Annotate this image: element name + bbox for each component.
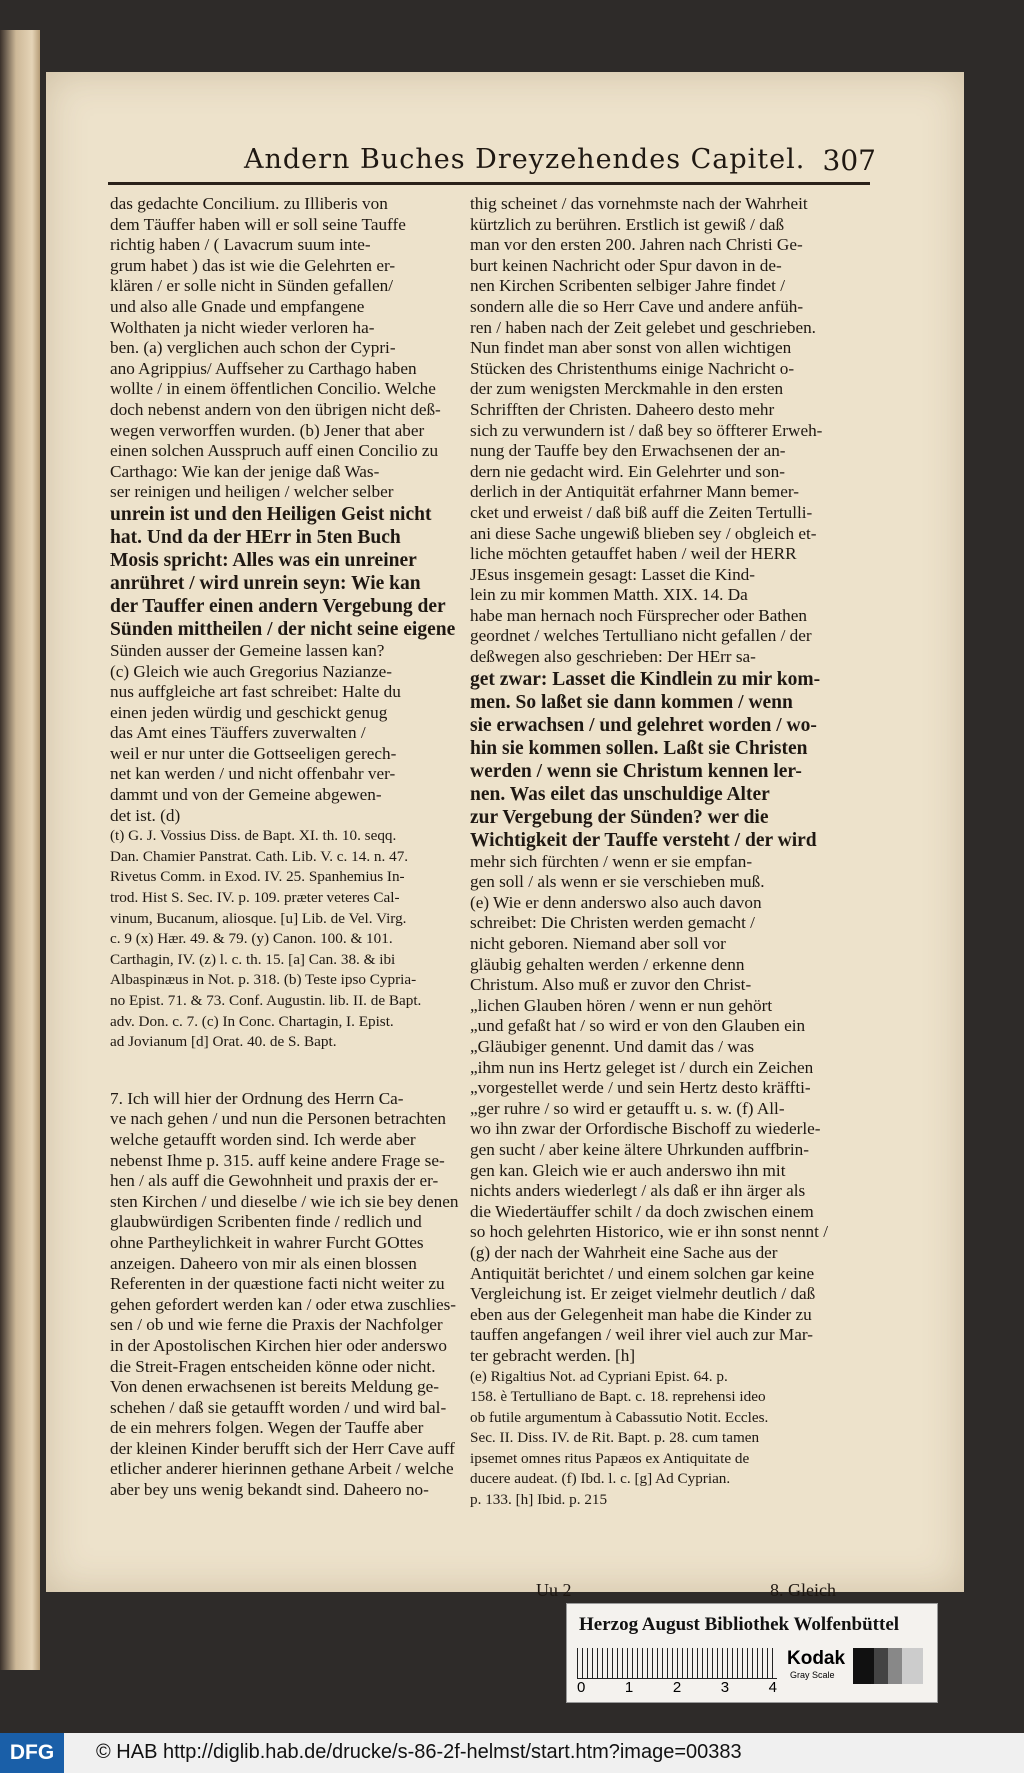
text-line: Sünden ausser der Gemeine lassen kan? [110, 640, 385, 660]
text-line: hat. Und da der HErr in 5ten Buch [110, 526, 401, 548]
footnote-line: p. 133. [h] Ibid. p. 215 [470, 1491, 608, 1509]
text-line: der Tauffer einen andern Vergebung der [110, 595, 446, 617]
text-line: Schrifften der Christen. Daheero desto mehr [470, 399, 775, 419]
footnote-line: Albaspinæus in Not. p. 318. (b) Teste ipso Cypria- [110, 971, 417, 989]
ruler-scale [577, 1648, 777, 1679]
footnote-line: no Epist. 71. & 73. Conf. Augustin. lib. II. de Bapt. [110, 992, 422, 1009]
footnote-line: (e) Rigaltius Not. ad Cypriani Epist. 64. p. [470, 1367, 728, 1385]
running-head [46, 144, 964, 184]
book-page [46, 72, 964, 1600]
text-line: (e) Wie er denn anderswo also auch davon [470, 892, 762, 912]
text-line: thig scheinet / das vornehmste nach der Wahrheit [470, 194, 808, 213]
text-line: nen Kirchen Scribenten selbiger Jahre findet / [470, 276, 785, 296]
catchword: 8. Gleich [770, 1580, 836, 1600]
text-line: Christum. Also muß er zuvor den Christ- [470, 975, 752, 995]
text-line: das Amt eines Täuffers zuverwalten / [110, 723, 366, 743]
footnote-line: vinum, Bucanum, aliosque. [u] Lib. de Vel. Virg. [110, 909, 407, 927]
ruler-number: 0 [577, 1679, 586, 1696]
text-line: „ vorgestellet werde / und sein Hertz desto kräffti- [470, 1078, 870, 1099]
footnote-line: ducere audeat. (f) Ibd. l. c. [g] Ad Cyprian. [470, 1470, 731, 1488]
text-line: ve nach gehen / und nun die Personen betrachten [110, 1109, 446, 1129]
text-line: anrühret / wird unrein seyn: Wie kan [110, 572, 421, 594]
footnote-line: ad Jovianum [d] Orat. 40. de S. Bapt. [110, 1033, 337, 1051]
text-line: de ein mehrers folgen. Wegen der Tauffe aber [110, 1418, 424, 1438]
text-line: nung der Tauffe bey den Erwachsenen der an- [470, 441, 786, 461]
text-line: Stücken des Christenthums einige Nachricht o- [470, 358, 795, 378]
ruler-number: 4 [768, 1679, 777, 1696]
text-line: derlich in der Antiquität erfahrner Mann bemer- [470, 482, 799, 502]
text-line: nicht geboren. Niemand aber soll vor [470, 934, 726, 954]
text-line [110, 1053, 510, 1089]
text-line: „ ger ruhre / so wird er getaufft u. s. w. (f) All- [470, 1099, 870, 1120]
text-line: werden / wenn sie Christum kennen ler- [470, 760, 802, 782]
footnote-line: Rivetus Comm. in Exod. IV. 25. Spanhemius In- [110, 868, 405, 886]
text-line: dern nie gedacht wird. Ein Gelehrter und son- [470, 461, 785, 481]
text-line: weil er nur unter die Gottseeligen gerech- [110, 743, 397, 763]
ruler-numbers [577, 1679, 777, 1696]
text-line: ter gebracht werden. [h] [470, 1345, 636, 1365]
footnote-line: Dan. Chamier Panstrat. Cath. Lib. V. c. 14. n. 47. [110, 847, 409, 865]
text-line: aber bey uns wenig bekandt sind. Daheero no- [110, 1480, 429, 1500]
text-line: (c) Gleich wie auch Gregorius Nazianze- [110, 661, 393, 681]
text-line: dem Täuffer haben will er soll seine Tauffe [110, 214, 406, 234]
text-line: Carthago: Wie kan der jenige daß Was- [110, 461, 380, 481]
text-line: einen solchen Ausspruch auff einen Concilio zu [110, 441, 439, 461]
text-line: „ und gefaßt hat / so wird er von den Glauben ein [470, 1016, 870, 1037]
ruler-number: 1 [624, 1679, 634, 1696]
running-head-title: Andern Buches Dreyzehendes Capitel. [244, 144, 806, 175]
adjacent-book-edge [0, 30, 40, 1670]
text-line: Antiquität berichtet / und einem solchen gar keine [470, 1263, 815, 1283]
text-line: schehen / daß sie getaufft worden / und wird bal- [110, 1397, 447, 1417]
text-line: ano Agrippius/ Auffseher zu Carthago haben [110, 358, 417, 378]
text-line: geordnet / welches Tertulliano nicht gefallen / der [470, 626, 812, 646]
text-line: get zwar: Lasset die Kindlein zu mir kom- [470, 668, 821, 690]
dfg-logo[interactable]: DFG [0, 1733, 64, 1773]
text-line: die Wiedertäuffer schilt / da doch zwischen einem [470, 1201, 814, 1221]
text-line: 7. Ich will hier der Ordnung des Herrn Ca- [110, 1088, 404, 1108]
text-line: der kleinen Kinder berufft sich der Herr Cave auff [110, 1438, 455, 1458]
text-line: lein zu mir kommen Matth. XIX. 14. Da [470, 585, 748, 605]
text-line: in der Apostolischen Kirchen hier oder anderswo [110, 1335, 447, 1355]
text-line: habe man hernach noch Fürsprecher oder Bathen [470, 605, 807, 625]
text-line: Wolthaten ja nicht wieder verloren ha- [110, 317, 375, 337]
text-line: ani diese Sache ungewiß blieben sey / obgleich et- [470, 523, 817, 543]
text-line: grum habet ) das ist wie die Gelehrten er- [110, 255, 396, 275]
footnote-line: 158. è Tertulliano de Bapt. c. 18. reprehensi ideo [470, 1388, 766, 1406]
footnote-line: ipsemet omnes ritus Papæos ex Antiquitate de [470, 1449, 750, 1467]
text-line: sten Kirchen / und dieselbe / wie ich sie bey denen [110, 1191, 459, 1211]
text-line: „ ihm nun ins Hertz geleget ist / durch ein Zeichen [470, 1058, 870, 1079]
bottom-bar [0, 1733, 1024, 1773]
text-line: nen. Was eilet das unschuldige Alter [470, 783, 770, 805]
page-number: 307 [822, 144, 876, 177]
text-line: cket und erweist / daß biß auff die Zeiten Tertulli- [470, 502, 813, 522]
text-line: deßwegen also geschrieben: Der HErr sa- [470, 647, 756, 667]
footnote-line: Carthagin, IV. (z) l. c. th. 15. [a] Can. 38. & ibi [110, 950, 396, 968]
text-line: gen soll / als wenn er sie verschieben muß. [470, 872, 765, 892]
text-line: ben. (a) verglichen auch schon der Cypri- [110, 338, 396, 358]
text-line: gen kan. Gleich wie er auch anderswo ihn mit [470, 1160, 786, 1180]
text-line: kürtzlich zu berühren. Erstlich ist gewiß / daß [470, 214, 785, 234]
footnote-line: (t) G. J. Vossius Diss. de Bapt. XI. th. 10. seqq. [110, 827, 397, 845]
text-line: richtig haben / ( Lavacrum suum inte- [110, 235, 371, 255]
text-line: burt keinen Nachricht oder Spur davon in de- [470, 255, 782, 275]
text-line: JEsus insgemein gesagt: Lasset die Kind- [470, 564, 755, 584]
text-line: wo ihn zwar der Orfordische Bischoff zu wiederle- [470, 1119, 821, 1139]
text-line: man vor den ersten 200. Jahren nach Christi Ge- [470, 235, 803, 255]
text-line: Mosis spricht: Alles was ein unreiner [110, 549, 417, 571]
text-line: gen sucht / aber keine ältere Uhrkunden auffbrin- [470, 1139, 809, 1159]
text-line: dammt und von der Gemeine abgewen- [110, 785, 382, 805]
text-line: klären / er solle nicht in Sünden gefallen/ [110, 276, 394, 296]
ruler-number: 2 [672, 1679, 682, 1696]
text-line: gehen gefordert werden kan / oder etwa zuschlies- [110, 1294, 456, 1314]
text-line: Vergleichung ist. Er zeiget vielmehr deutlich / daß [470, 1284, 816, 1304]
text-line: doch nebenst andern von den übrigen nicht deß- [110, 399, 441, 419]
text-line: sie erwachsen / und gelehret worden / wo- [470, 714, 817, 736]
footnote-line: ob futile argumentum à Cabassutio Notit. Eccles. [470, 1408, 769, 1426]
footnote-line: adv. Don. c. 7. (c) In Conc. Chartagin, I. Epist. [110, 1012, 394, 1030]
text-line: hin sie kommen sollen. Laßt sie Christen [470, 737, 808, 759]
text-line: det ist. (d) [110, 805, 181, 825]
text-line: „ lichen Glauben hören / wenn er nun gehört [470, 996, 870, 1017]
text-line: Wichtigkeit der Tauffe versteht / der wird [470, 829, 817, 851]
text-line: schreibet: Die Christen werden gemacht / [470, 913, 755, 933]
text-line: etlicher anderer hierinnen gethane Arbeit / welche [110, 1459, 454, 1479]
footnote-line: c. 9 (x) Hær. 49. & 79. (y) Canon. 100. & 101. [110, 930, 393, 948]
text-line: zur Vergebung der Sünden? wer die [470, 806, 769, 828]
text-line: und also alle Gnade und empfangene [110, 296, 365, 316]
text-line: net kan werden / und nicht offenbahr ver- [110, 764, 396, 784]
left-text-column [110, 194, 510, 1501]
text-line: eben aus der Gelegenheit man habe die Kinder zu [470, 1304, 812, 1324]
text-line: sen / ob und wie ferne die Praxis der Nachfolger [110, 1315, 443, 1335]
text-line: ser reinigen und heiligen / welcher selber [110, 482, 394, 502]
text-line: hen / als auff die Gewohnheit und praxis der er- [110, 1171, 439, 1191]
header-rule [108, 182, 870, 185]
text-line: nus auffgleiche art fast schreibet: Halte du [110, 682, 401, 702]
text-line: gläubig gehalten werden / erkenne denn [470, 954, 745, 974]
text-line: men. So laßet sie dann kommen / wenn [470, 691, 793, 713]
text-line: Nun findet man aber sonst von allen wichtigen [470, 338, 792, 358]
text-line: nichts anders wiederlegt / als daß er ihn ärger als [470, 1181, 806, 1201]
text-line: ren / haben nach der Zeit gelebet und geschrieben. [470, 317, 816, 337]
text-line: unrein ist und den Heiligen Geist nicht [110, 503, 432, 525]
text-line: anzeigen. Daheero von mir als einen blossen [110, 1253, 417, 1273]
ruler-number: 3 [720, 1679, 730, 1696]
text-line: tauffen angefangen / weil ihrer viel auch zur Mar- [470, 1325, 813, 1345]
text-line: Von denen erwachsenen ist bereits Meldung ge- [110, 1377, 440, 1397]
text-line: liche möchten getauffet haben / weil der HERR [470, 544, 797, 564]
text-line: Referenten in der quæstione facti nicht weiter zu [110, 1274, 445, 1294]
kodak-label: Kodak [787, 1648, 846, 1669]
text-line: nebenst Ihme p. 315. auff keine andere Frage se- [110, 1150, 445, 1170]
text-line: mehr sich fürchten / wenn er sie empfan- [470, 851, 753, 871]
text-line: so hoch gelehrten Historico, wie er ihn sonst nennt / [470, 1222, 829, 1242]
text-line: sondern alle die so Herr Cave und andere anfüh- [470, 296, 804, 316]
text-line: die Streit-Fragen entscheiden könne oder nicht. [110, 1356, 436, 1376]
gray-scale-swatches [853, 1648, 923, 1684]
text-line: welche getaufft worden sind. Ich werde aber [110, 1129, 416, 1149]
library-name: Herzog August Bibliothek Wolfenbüttel [579, 1614, 900, 1635]
text-line: „ Gläubiger genennt. Und damit das / was [470, 1037, 870, 1058]
text-line: einen jeden würdig und geschickt genug [110, 702, 388, 722]
text-line: das gedachte Concilium. zu Illiberis von [110, 194, 388, 213]
text-line: glaubwürdigen Scribenten finde / redlich und [110, 1212, 422, 1232]
text-line: der zum wenigsten Merckmahle in den ersten [470, 379, 784, 399]
text-line: (g) der nach der Wahrheit eine Sache aus der [470, 1242, 778, 1262]
text-line: wollte / in einem öffentlichen Concilio. Welche [110, 379, 436, 399]
text-line: sich zu verwundern ist / daß bey so öffterer Erweh- [470, 420, 823, 440]
footnote-line: trod. Hist S. Sec. IV. p. 109. præter veteres Cal- [110, 889, 400, 907]
copyright-link[interactable]: © HAB http://diglib.hab.de/drucke/s-86-2f-helmst/start.htm?image=00383 [96, 1741, 742, 1763]
text-line: Sünden mittheilen / der nicht seine eigene [110, 618, 456, 640]
text-line: ohne Partheylichkeit in wahrer Furcht GOttes [110, 1232, 424, 1252]
signature-mark: Uu 2 [536, 1580, 572, 1600]
gray-scale-label: Gray Scale [790, 1670, 835, 1680]
text-line: wegen verworffen wurden. (b) Jener that aber [110, 420, 425, 440]
library-color-card [566, 1603, 938, 1703]
right-text-column [470, 194, 870, 1511]
footnote-line: Sec. II. Diss. IV. de Rit. Bapt. p. 28. cum tamen [470, 1429, 760, 1447]
